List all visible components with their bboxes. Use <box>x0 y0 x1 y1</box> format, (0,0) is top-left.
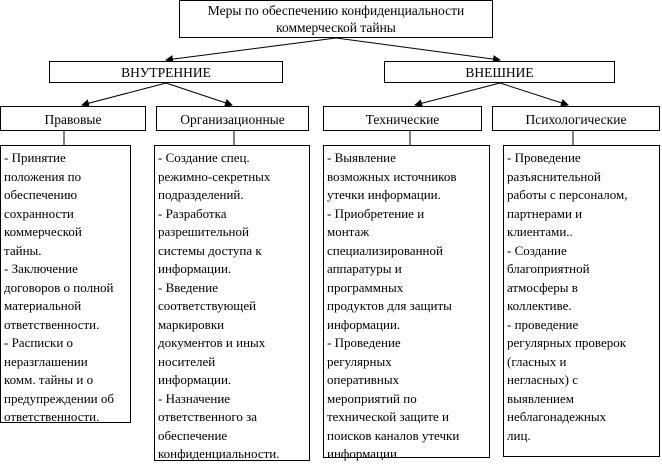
arrow-title-to-external <box>336 38 500 60</box>
content-psychological-box <box>503 145 660 457</box>
content-technical-box <box>323 145 490 461</box>
category-psychological-box <box>492 106 660 131</box>
category-technical-box <box>323 106 482 131</box>
content-organizational-text: - Создание спец. режимно-секретных подразделений. - Разработка разрешительной системы доступа к информации. - Введение соответствующей маркировки документов и иных носителей информации. - Назначение ответственного за обеспечение конфиденциальности. <box>158 150 280 461</box>
content-legal-box <box>0 145 131 423</box>
category-legal-label: Правовые <box>44 112 102 127</box>
category-legal-box <box>0 106 146 131</box>
arrow-external-to-psychological <box>500 83 568 105</box>
title-box <box>179 0 493 38</box>
category-technical-label: Технические <box>365 112 440 127</box>
category-organizational-label: Организационные <box>180 112 285 127</box>
group-internal-label: ВНУТРЕННИЕ <box>121 65 211 80</box>
arrow-internal-to-legal <box>82 83 166 105</box>
category-psychological-label: Психологические <box>525 112 627 127</box>
arrow-internal-to-organizational <box>166 83 232 105</box>
content-psychological-text: - Проведение разъяснительной работы с персоналом, партнерами и клиентами.. - Создание благоприятной атмосферы в коллективе. - проведение регулярных проверок (гласных и негласных) с выявлением неблагонадежных лиц. <box>507 150 628 443</box>
diagram-title: Меры по обеспечению конфиденциальности коммерческой тайны <box>207 3 465 35</box>
content-legal-text: - Принятие положения по обеспечению сохранности коммерческой тайны. - Заключение договоров о полной материальной ответственности. - Расписки о неразглашении комм. тайны и о предупреждении об ответственности. <box>4 150 114 424</box>
group-external-box <box>384 61 615 83</box>
arrow-external-to-technical <box>415 83 500 105</box>
group-internal-box <box>49 61 283 83</box>
category-organizational-box <box>156 106 309 131</box>
group-external-label: ВНЕШНИЕ <box>465 65 534 80</box>
arrow-title-to-internal <box>166 38 336 60</box>
content-organizational-box <box>154 145 310 461</box>
content-technical-text: - Выявление возможных источников утечки информации. - Приобретение и монтаж специализированной аппаратуры и программных продуктов для защиты информации. - Проведение регулярных оперативных мероприятий по технической защите и поисков каналов утечки информации <box>327 150 460 461</box>
